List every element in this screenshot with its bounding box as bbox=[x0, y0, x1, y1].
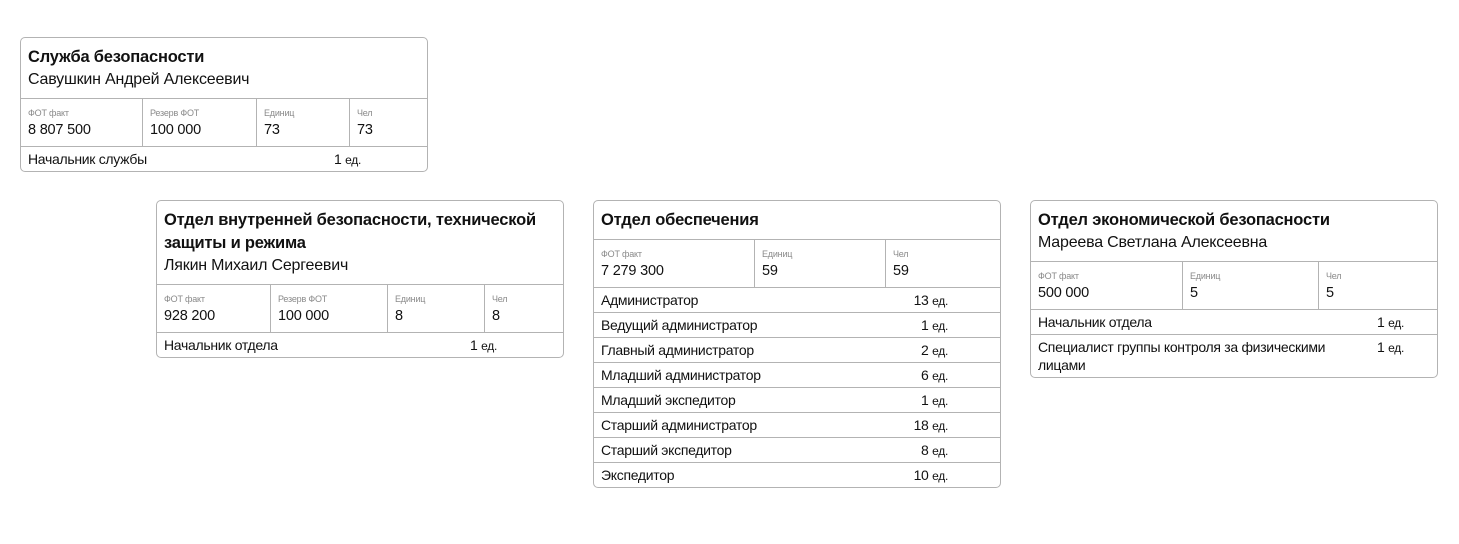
position-name: Специалист группы контроля за физическими лицами bbox=[1038, 339, 1326, 373]
stats-row bbox=[1031, 262, 1437, 310]
stat-people bbox=[1319, 262, 1437, 309]
position-name: Старший администратор bbox=[601, 417, 757, 433]
stat-label: Единиц bbox=[762, 249, 793, 259]
stats-row bbox=[594, 240, 1000, 288]
position-count: 1 ед. bbox=[470, 337, 497, 353]
position-count: 1 ед. bbox=[921, 392, 948, 408]
stat-label: Единиц bbox=[264, 108, 295, 118]
department-card-security-service[interactable] bbox=[20, 37, 428, 172]
position-count: 13 ед. bbox=[913, 292, 948, 308]
card-header bbox=[1031, 201, 1437, 262]
department-head-name: Мареева Светлана Алексеевна bbox=[1038, 234, 1268, 251]
stat-payroll-reserve bbox=[143, 99, 257, 146]
stat-value: 59 bbox=[893, 263, 909, 279]
stat-label: Резерв ФОТ bbox=[278, 294, 328, 304]
stat-payroll-fact bbox=[1031, 262, 1183, 309]
stat-label: Чел bbox=[1326, 271, 1342, 281]
stats-row bbox=[21, 99, 427, 147]
stat-value: 500 000 bbox=[1038, 285, 1090, 301]
position-count: 1 ед. bbox=[1377, 339, 1404, 355]
stat-label: Единиц bbox=[1190, 271, 1221, 281]
position-count: 10 ед. bbox=[913, 467, 948, 483]
position-row[interactable] bbox=[594, 338, 1000, 363]
stat-payroll-fact bbox=[594, 240, 755, 287]
stat-label: ФОТ факт bbox=[164, 294, 205, 304]
position-name: Начальник службы bbox=[28, 151, 147, 167]
stat-units bbox=[388, 285, 485, 332]
stat-label: Резерв ФОТ bbox=[150, 108, 200, 118]
stat-payroll-fact bbox=[157, 285, 271, 332]
stat-payroll-fact bbox=[21, 99, 143, 146]
stat-value: 100 000 bbox=[278, 308, 330, 324]
card-header bbox=[157, 201, 563, 285]
stat-people bbox=[350, 99, 427, 146]
department-title: Отдел обеспечения bbox=[601, 211, 759, 229]
position-name: Старший экспедитор bbox=[601, 442, 732, 458]
department-card-economic-security[interactable] bbox=[1030, 200, 1438, 378]
position-row[interactable] bbox=[21, 147, 427, 171]
stat-people bbox=[485, 285, 563, 332]
position-name: Администратор bbox=[601, 292, 699, 308]
position-row[interactable] bbox=[594, 288, 1000, 313]
stats-row bbox=[157, 285, 563, 333]
stat-label: Чел bbox=[492, 294, 508, 304]
stat-value: 8 bbox=[492, 308, 500, 324]
position-row[interactable] bbox=[594, 438, 1000, 463]
stat-value: 8 bbox=[395, 308, 403, 324]
position-row[interactable] bbox=[594, 313, 1000, 338]
stat-value: 73 bbox=[264, 122, 280, 138]
stat-value: 5 bbox=[1326, 285, 1334, 301]
stat-label: Чел bbox=[357, 108, 373, 118]
stat-label: Единиц bbox=[395, 294, 426, 304]
position-row[interactable] bbox=[1031, 335, 1437, 377]
position-row[interactable] bbox=[594, 413, 1000, 438]
stat-value: 928 200 bbox=[164, 308, 216, 324]
stat-units bbox=[257, 99, 350, 146]
department-head-name: Савушкин Андрей Алексеевич bbox=[28, 71, 250, 88]
stat-label: Чел bbox=[893, 249, 909, 259]
position-count: 6 ед. bbox=[921, 367, 948, 383]
department-head-name: Лякин Михаил Сергеевич bbox=[164, 257, 349, 274]
position-row[interactable] bbox=[1031, 310, 1437, 335]
position-name: Главный администратор bbox=[601, 342, 754, 358]
position-name: Начальник отдела bbox=[1038, 314, 1152, 330]
stat-units bbox=[1183, 262, 1319, 309]
card-header bbox=[594, 201, 1000, 240]
stat-label: ФОТ факт bbox=[1038, 271, 1079, 281]
stat-label: ФОТ факт bbox=[28, 108, 69, 118]
stat-value: 8 807 500 bbox=[28, 122, 91, 138]
card-header bbox=[21, 38, 427, 99]
position-name: Начальник отдела bbox=[164, 337, 278, 353]
stat-value: 100 000 bbox=[150, 122, 202, 138]
position-count: 2 ед. bbox=[921, 342, 948, 358]
stat-value: 7 279 300 bbox=[601, 263, 664, 279]
position-row[interactable] bbox=[594, 388, 1000, 413]
stat-units bbox=[755, 240, 886, 287]
stat-value: 5 bbox=[1190, 285, 1198, 301]
position-name: Младший экспедитор bbox=[601, 392, 736, 408]
position-row[interactable] bbox=[157, 333, 563, 357]
position-count: 1 ед. bbox=[334, 151, 361, 167]
department-title: Отдел внутренней безопасности, технической защиты и режима bbox=[164, 211, 536, 252]
position-count: 18 ед. bbox=[913, 417, 948, 433]
position-row[interactable] bbox=[594, 363, 1000, 388]
department-title: Отдел экономической безопасности bbox=[1038, 211, 1330, 229]
stat-people bbox=[886, 240, 1000, 287]
department-card-internal-security[interactable] bbox=[156, 200, 564, 358]
position-count: 1 ед. bbox=[921, 317, 948, 333]
position-count: 8 ед. bbox=[921, 442, 948, 458]
department-card-support[interactable] bbox=[593, 200, 1001, 488]
stat-value: 73 bbox=[357, 122, 373, 138]
stat-value: 59 bbox=[762, 263, 778, 279]
position-name: Экспедитор bbox=[601, 467, 675, 483]
position-count: 1 ед. bbox=[1377, 314, 1404, 330]
stat-payroll-reserve bbox=[271, 285, 388, 332]
stat-label: ФОТ факт bbox=[601, 249, 642, 259]
position-row[interactable] bbox=[594, 463, 1000, 487]
position-name: Ведущий администратор bbox=[601, 317, 758, 333]
position-name: Младший администратор bbox=[601, 367, 761, 383]
department-title: Служба безопасности bbox=[28, 48, 205, 66]
